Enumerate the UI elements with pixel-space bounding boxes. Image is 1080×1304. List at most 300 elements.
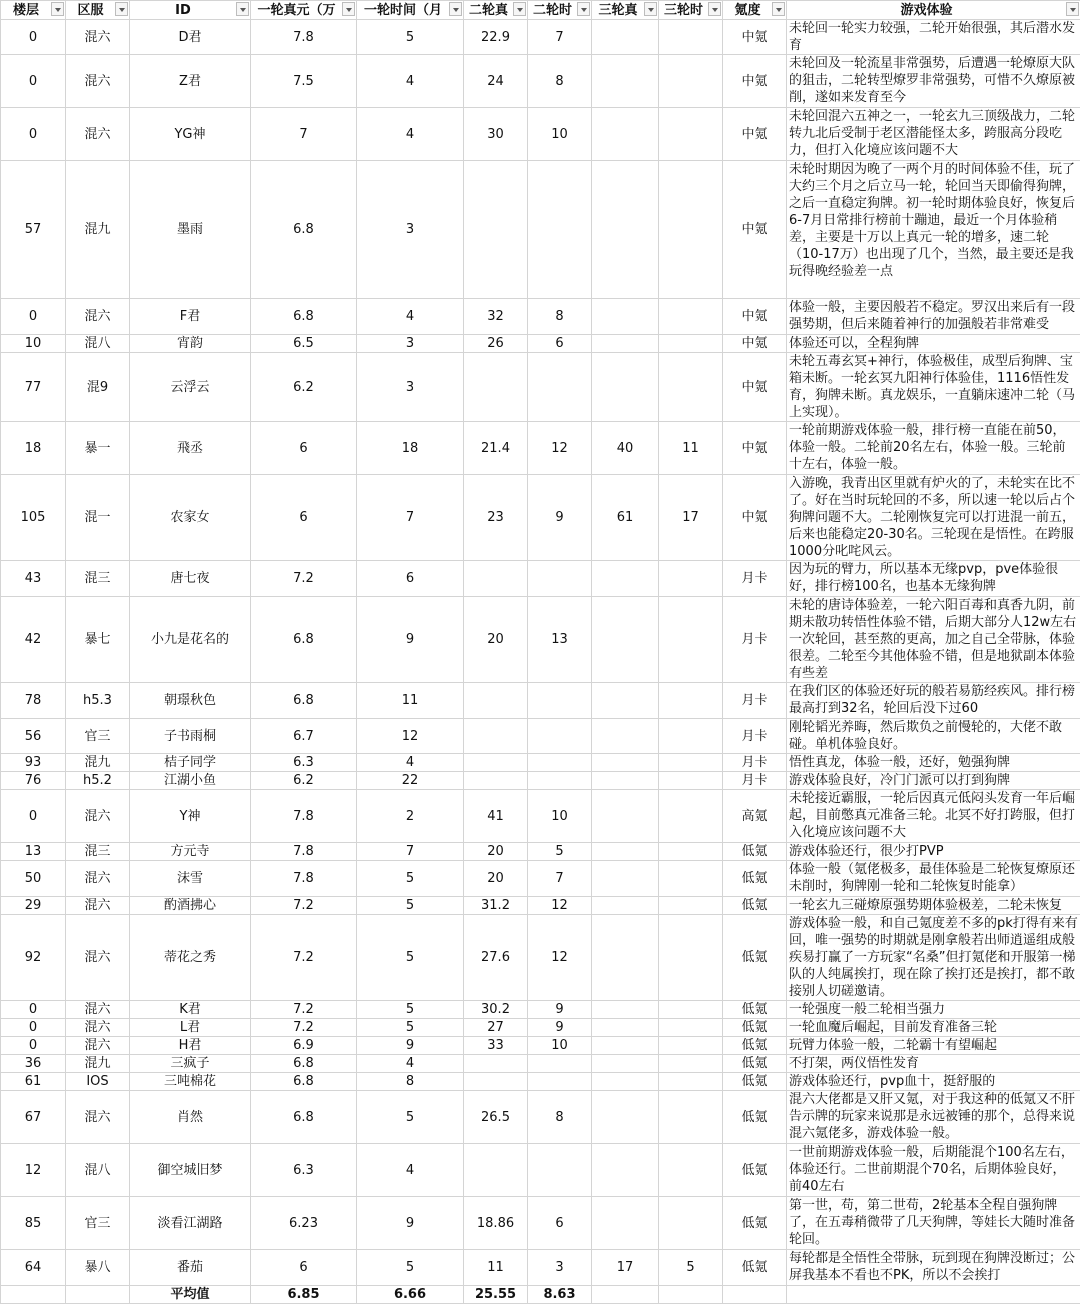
cell-z1[interactable]: 7.2 [251, 561, 357, 597]
cell-id[interactable]: L君 [130, 1019, 251, 1037]
cell-z1[interactable]: 7.2 [251, 897, 357, 915]
cell-z2[interactable]: 26.5 [464, 1091, 528, 1144]
cell-z2[interactable] [464, 161, 528, 299]
cell-t1[interactable]: 4 [357, 754, 464, 772]
cell-id[interactable]: 沫雪 [130, 861, 251, 897]
cell-z1[interactable]: 7.8 [251, 790, 357, 843]
cell-z1[interactable]: 6 [251, 475, 357, 561]
cell-t2[interactable]: 12 [528, 422, 592, 475]
cell-t1[interactable]: 9 [357, 1037, 464, 1055]
cell-k[interactable]: 中氪 [723, 161, 787, 299]
cell-t1[interactable]: 2 [357, 790, 464, 843]
cell-s[interactable]: h5.2 [66, 772, 130, 790]
cell-t2[interactable] [528, 1144, 592, 1197]
cell-z1[interactable]: 7.2 [251, 1001, 357, 1019]
cell-f[interactable]: 0 [1, 790, 66, 843]
cell-t1[interactable]: 5 [357, 897, 464, 915]
cell-id[interactable]: 小九是花名的 [130, 597, 251, 683]
cell-experience[interactable]: 未轮时期因为晚了一两个月的时间体验不佳，玩了大约三个月之后立马一轮，轮回当天即偷得狗牌，之后一直稳定狗牌。初一轮时期体验良好，恢复后6-7月日常排行榜前十蹦迪，最近一个月体验稍差，主要是十万以上真元一轮的增多，速二轮（10-17万）也出现了几个，当然，最主要还是我玩得晚经验差一点 [787, 161, 1080, 299]
cell-z1[interactable]: 7.8 [251, 20, 357, 55]
cell-k[interactable]: 低氪 [723, 915, 787, 1001]
cell-z2[interactable] [464, 683, 528, 719]
cell-z1[interactable]: 7.2 [251, 1019, 357, 1037]
cell-s[interactable]: 混六 [66, 1001, 130, 1019]
cell-z2[interactable]: 20 [464, 843, 528, 861]
cell-s[interactable]: 官三 [66, 1197, 130, 1250]
cell-z1[interactable]: 6.23 [251, 1197, 357, 1250]
cell-t3[interactable] [659, 1037, 723, 1055]
cell-t3[interactable]: 5 [659, 1250, 723, 1286]
cell-t3[interactable] [659, 561, 723, 597]
cell-t3[interactable] [659, 108, 723, 161]
average-t2[interactable]: 8.63 [528, 1286, 592, 1304]
cell-k[interactable]: 中氪 [723, 299, 787, 335]
cell-experience[interactable]: 游戏体验还行，pvp血十，挺舒服的 [787, 1073, 1080, 1091]
cell-t3[interactable] [659, 1144, 723, 1197]
cell-k[interactable]: 低氪 [723, 861, 787, 897]
cell-k[interactable]: 月卡 [723, 719, 787, 754]
cell-t3[interactable] [659, 1073, 723, 1091]
cell-k[interactable]: 高氪 [723, 790, 787, 843]
cell-f[interactable]: 50 [1, 861, 66, 897]
cell-f[interactable]: 18 [1, 422, 66, 475]
cell-t1[interactable]: 9 [357, 1197, 464, 1250]
cell-z2[interactable]: 18.86 [464, 1197, 528, 1250]
cell-z3[interactable] [592, 843, 659, 861]
cell-id[interactable]: 朝璟秋色 [130, 683, 251, 719]
cell-t2[interactable] [528, 772, 592, 790]
cell-f[interactable]: 85 [1, 1197, 66, 1250]
cell-z2[interactable]: 32 [464, 299, 528, 335]
cell-z2[interactable] [464, 1073, 528, 1091]
cell-s[interactable]: 混一 [66, 475, 130, 561]
cell-z1[interactable]: 7.5 [251, 55, 357, 108]
cell-t3[interactable] [659, 897, 723, 915]
cell-t2[interactable]: 8 [528, 1091, 592, 1144]
cell-z3[interactable] [592, 1019, 659, 1037]
cell-experience[interactable]: 玩臂力体验一般，二轮霸十有望崛起 [787, 1037, 1080, 1055]
cell-experience[interactable]: 入游晚，我青出区里就有炉火的了，未轮实在比不了。好在当时玩轮回的不多，所以速一轮以后占个狗牌问题不大。二轮刚恢复完可以打进混一前五，后来也能稳定20-30名。三轮现在是悟性。在跨服1000分叱咤风云。 [787, 475, 1080, 561]
cell-t3[interactable] [659, 772, 723, 790]
cell-z2[interactable]: 30.2 [464, 1001, 528, 1019]
cell-z2[interactable]: 11 [464, 1250, 528, 1286]
cell-z1[interactable]: 6.8 [251, 683, 357, 719]
cell-f[interactable]: 43 [1, 561, 66, 597]
cell-experience[interactable]: 一轮血魔后崛起，目前发育准备三轮 [787, 1019, 1080, 1037]
cell-t3[interactable] [659, 1019, 723, 1037]
cell-t2[interactable]: 7 [528, 861, 592, 897]
cell-f[interactable]: 0 [1, 108, 66, 161]
cell-k[interactable]: 低氪 [723, 897, 787, 915]
cell-t1[interactable]: 5 [357, 1001, 464, 1019]
cell-s[interactable]: 混六 [66, 55, 130, 108]
cell-z2[interactable]: 27 [464, 1019, 528, 1037]
cell-experience[interactable]: 在我们区的体验还好玩的般若易筋经疾风。排行榜最高打到32名，轮回后没下过60 [787, 683, 1080, 719]
cell-k[interactable]: 低氪 [723, 1037, 787, 1055]
cell-k[interactable]: 月卡 [723, 683, 787, 719]
cell-k[interactable]: 中氪 [723, 353, 787, 422]
cell-experience[interactable]: 游戏体验良好，冷门门派可以打到狗牌 [787, 772, 1080, 790]
average-empty-cell[interactable] [659, 1286, 723, 1304]
cell-z3[interactable] [592, 161, 659, 299]
cell-z1[interactable]: 6.2 [251, 353, 357, 422]
filter-dropdown-icon[interactable] [1066, 2, 1079, 16]
cell-z3[interactable] [592, 299, 659, 335]
cell-f[interactable]: 12 [1, 1144, 66, 1197]
cell-f[interactable]: 0 [1, 299, 66, 335]
cell-t1[interactable]: 3 [357, 161, 464, 299]
cell-experience[interactable]: 不打架，两仪悟性发育 [787, 1055, 1080, 1073]
cell-t1[interactable]: 3 [357, 353, 464, 422]
cell-id[interactable]: H君 [130, 1037, 251, 1055]
cell-t1[interactable]: 18 [357, 422, 464, 475]
filter-dropdown-icon[interactable] [577, 2, 590, 16]
cell-s[interactable]: h5.3 [66, 683, 130, 719]
cell-t3[interactable] [659, 353, 723, 422]
cell-t1[interactable]: 7 [357, 475, 464, 561]
cell-t1[interactable]: 11 [357, 683, 464, 719]
cell-z2[interactable] [464, 1055, 528, 1073]
cell-f[interactable]: 78 [1, 683, 66, 719]
cell-t3[interactable] [659, 55, 723, 108]
cell-id[interactable]: 飛丞 [130, 422, 251, 475]
average-empty-cell[interactable] [592, 1286, 659, 1304]
cell-k[interactable]: 低氪 [723, 1250, 787, 1286]
cell-z1[interactable]: 7.8 [251, 861, 357, 897]
cell-experience[interactable]: 一轮玄九三碰燎原强势期体验极差，二轮未恢复 [787, 897, 1080, 915]
cell-s[interactable]: 暴八 [66, 1250, 130, 1286]
cell-s[interactable]: 混六 [66, 299, 130, 335]
cell-t1[interactable]: 4 [357, 299, 464, 335]
cell-t2[interactable]: 10 [528, 1037, 592, 1055]
cell-t1[interactable]: 6 [357, 561, 464, 597]
cell-z3[interactable] [592, 754, 659, 772]
cell-id[interactable]: 子书雨桐 [130, 719, 251, 754]
average-z2[interactable]: 25.55 [464, 1286, 528, 1304]
cell-t2[interactable]: 5 [528, 843, 592, 861]
cell-z1[interactable]: 7.8 [251, 843, 357, 861]
cell-id[interactable]: 方元寺 [130, 843, 251, 861]
cell-id[interactable]: Y神 [130, 790, 251, 843]
cell-experience[interactable]: 因为玩的臂力，所以基本无缘pvp，pve体验很好，排行榜100名，也基本无缘狗牌 [787, 561, 1080, 597]
cell-z2[interactable]: 30 [464, 108, 528, 161]
cell-id[interactable]: K君 [130, 1001, 251, 1019]
cell-z3[interactable] [592, 1091, 659, 1144]
cell-f[interactable]: 36 [1, 1055, 66, 1073]
cell-t2[interactable]: 10 [528, 108, 592, 161]
cell-s[interactable]: 混八 [66, 1144, 130, 1197]
cell-z3[interactable] [592, 897, 659, 915]
cell-f[interactable]: 57 [1, 161, 66, 299]
cell-z1[interactable]: 6.3 [251, 1144, 357, 1197]
average-t1[interactable]: 6.66 [357, 1286, 464, 1304]
cell-experience[interactable]: 体验还可以，全程狗牌 [787, 335, 1080, 353]
cell-t3[interactable] [659, 1001, 723, 1019]
cell-f[interactable]: 29 [1, 897, 66, 915]
average-empty-cell[interactable] [1, 1286, 66, 1304]
cell-z2[interactable]: 23 [464, 475, 528, 561]
cell-t3[interactable] [659, 335, 723, 353]
cell-k[interactable]: 月卡 [723, 754, 787, 772]
cell-z2[interactable]: 20 [464, 861, 528, 897]
cell-z1[interactable]: 6.8 [251, 299, 357, 335]
cell-t3[interactable] [659, 915, 723, 1001]
cell-t2[interactable]: 10 [528, 790, 592, 843]
cell-f[interactable]: 67 [1, 1091, 66, 1144]
cell-z2[interactable]: 31.2 [464, 897, 528, 915]
cell-k[interactable]: 中氪 [723, 108, 787, 161]
cell-t1[interactable]: 5 [357, 861, 464, 897]
cell-t2[interactable]: 13 [528, 597, 592, 683]
cell-experience[interactable]: 未轮回混六五神之一，一轮玄九三顶级战力，二轮转九北后受制于老区潜能怪太多，跨服高分段吃力，但打入化境应该问题不大 [787, 108, 1080, 161]
cell-t1[interactable]: 5 [357, 1250, 464, 1286]
cell-experience[interactable]: 体验一般，主要因般若不稳定。罗汉出来后有一段强势期，但后来随着神行的加强般若非常难受 [787, 299, 1080, 335]
cell-t1[interactable]: 4 [357, 108, 464, 161]
cell-t3[interactable] [659, 683, 723, 719]
cell-z3[interactable] [592, 1144, 659, 1197]
cell-experience[interactable]: 一轮前期游戏体验一般，排行榜一直能在前50，体验一般。二轮前20名左右，体验一般。三轮前十左右，体验一般。 [787, 422, 1080, 475]
cell-t2[interactable]: 12 [528, 915, 592, 1001]
cell-z2[interactable] [464, 1144, 528, 1197]
cell-id[interactable]: 番茄 [130, 1250, 251, 1286]
cell-t1[interactable]: 5 [357, 20, 464, 55]
cell-experience[interactable]: 一轮强度一般二轮相当强力 [787, 1001, 1080, 1019]
cell-id[interactable]: 御空城旧梦 [130, 1144, 251, 1197]
cell-f[interactable]: 92 [1, 915, 66, 1001]
cell-t3[interactable] [659, 754, 723, 772]
filter-dropdown-icon[interactable] [51, 2, 64, 16]
cell-t2[interactable] [528, 719, 592, 754]
average-z1[interactable]: 6.85 [251, 1286, 357, 1304]
cell-k[interactable]: 低氪 [723, 1001, 787, 1019]
cell-k[interactable]: 低氪 [723, 1055, 787, 1073]
cell-z3[interactable]: 61 [592, 475, 659, 561]
cell-f[interactable]: 0 [1, 1019, 66, 1037]
cell-s[interactable]: 官三 [66, 719, 130, 754]
cell-z1[interactable]: 7 [251, 108, 357, 161]
cell-t2[interactable]: 8 [528, 55, 592, 108]
cell-t3[interactable] [659, 790, 723, 843]
filter-dropdown-icon[interactable] [708, 2, 721, 16]
cell-f[interactable]: 0 [1, 1037, 66, 1055]
cell-t2[interactable]: 7 [528, 20, 592, 55]
cell-s[interactable]: 混六 [66, 108, 130, 161]
cell-f[interactable]: 105 [1, 475, 66, 561]
cell-t1[interactable]: 7 [357, 843, 464, 861]
cell-k[interactable]: 中氪 [723, 55, 787, 108]
filter-dropdown-icon[interactable] [513, 2, 526, 16]
cell-experience[interactable]: 体验一般（氪佬极多，最佳体验是二轮恢复燎原还未削时，狗牌刚一轮和二轮恢复时能拿） [787, 861, 1080, 897]
cell-t1[interactable]: 4 [357, 55, 464, 108]
cell-t1[interactable]: 5 [357, 915, 464, 1001]
cell-f[interactable]: 10 [1, 335, 66, 353]
cell-f[interactable]: 64 [1, 1250, 66, 1286]
cell-f[interactable]: 56 [1, 719, 66, 754]
cell-z3[interactable] [592, 1037, 659, 1055]
cell-t3[interactable] [659, 1055, 723, 1073]
cell-z3[interactable] [592, 683, 659, 719]
cell-f[interactable]: 42 [1, 597, 66, 683]
cell-t2[interactable]: 6 [528, 1197, 592, 1250]
cell-z2[interactable] [464, 772, 528, 790]
cell-s[interactable]: 混三 [66, 843, 130, 861]
cell-z3[interactable] [592, 353, 659, 422]
filter-dropdown-icon[interactable] [236, 2, 249, 16]
cell-experience[interactable]: 未轮五毒玄冥+神行，体验极佳，成型后狗牌、宝箱未断。一轮玄冥九阳神行体验佳，1116悟性发育，狗牌未断。真龙娱乐，一直躺床速冲二轮（马上实现）。 [787, 353, 1080, 422]
cell-t2[interactable]: 9 [528, 475, 592, 561]
cell-k[interactable]: 中氪 [723, 422, 787, 475]
cell-z2[interactable]: 27.6 [464, 915, 528, 1001]
cell-id[interactable]: F君 [130, 299, 251, 335]
cell-z2[interactable]: 26 [464, 335, 528, 353]
cell-t2[interactable] [528, 353, 592, 422]
cell-z3[interactable]: 40 [592, 422, 659, 475]
cell-t1[interactable]: 5 [357, 1091, 464, 1144]
cell-id[interactable]: 桔子同学 [130, 754, 251, 772]
cell-z3[interactable] [592, 597, 659, 683]
cell-experience[interactable]: 一世前期游戏体验一般，后期能混个100名左右，体验还行。二世前期混个70名，后期体验良好，前40左右 [787, 1144, 1080, 1197]
cell-f[interactable]: 93 [1, 754, 66, 772]
cell-t2[interactable]: 8 [528, 299, 592, 335]
cell-s[interactable]: 混六 [66, 1091, 130, 1144]
cell-t3[interactable] [659, 20, 723, 55]
cell-t3[interactable] [659, 719, 723, 754]
cell-z1[interactable]: 6.3 [251, 754, 357, 772]
cell-z1[interactable]: 7.2 [251, 915, 357, 1001]
cell-z3[interactable] [592, 20, 659, 55]
cell-experience[interactable]: 未轮回及一轮流星非常强势，后遭遇一轮燎原大队的狙击，二轮转型燎罗非常强势，可惜不久燎原被削，遂如来发育至今 [787, 55, 1080, 108]
cell-id[interactable]: 云浮云 [130, 353, 251, 422]
cell-t1[interactable]: 4 [357, 1055, 464, 1073]
cell-k[interactable]: 低氪 [723, 1144, 787, 1197]
cell-id[interactable]: 江湖小鱼 [130, 772, 251, 790]
cell-z1[interactable]: 6.2 [251, 772, 357, 790]
cell-t1[interactable]: 22 [357, 772, 464, 790]
cell-k[interactable]: 月卡 [723, 597, 787, 683]
cell-experience[interactable]: 悟性真龙，体验一般，还好，勉强狗牌 [787, 754, 1080, 772]
cell-s[interactable]: 混三 [66, 561, 130, 597]
cell-z1[interactable]: 6.9 [251, 1037, 357, 1055]
average-empty-cell[interactable] [723, 1286, 787, 1304]
cell-k[interactable]: 中氪 [723, 475, 787, 561]
cell-t2[interactable] [528, 161, 592, 299]
cell-id[interactable]: 唐七夜 [130, 561, 251, 597]
cell-t2[interactable] [528, 754, 592, 772]
cell-z1[interactable]: 6 [251, 1250, 357, 1286]
cell-k[interactable]: 月卡 [723, 561, 787, 597]
cell-z3[interactable] [592, 55, 659, 108]
average-label[interactable]: 平均值 [130, 1286, 251, 1304]
cell-z2[interactable] [464, 353, 528, 422]
cell-id[interactable]: YG神 [130, 108, 251, 161]
cell-f[interactable]: 76 [1, 772, 66, 790]
cell-z1[interactable]: 6.8 [251, 1073, 357, 1091]
cell-z1[interactable]: 6 [251, 422, 357, 475]
cell-s[interactable]: 混八 [66, 335, 130, 353]
cell-t2[interactable]: 6 [528, 335, 592, 353]
cell-k[interactable]: 中氪 [723, 335, 787, 353]
cell-t3[interactable] [659, 597, 723, 683]
cell-z3[interactable] [592, 861, 659, 897]
cell-t2[interactable]: 9 [528, 1019, 592, 1037]
cell-t3[interactable] [659, 161, 723, 299]
cell-f[interactable]: 0 [1, 1001, 66, 1019]
cell-s[interactable]: 混六 [66, 1019, 130, 1037]
filter-dropdown-icon[interactable] [644, 2, 657, 16]
cell-z3[interactable] [592, 108, 659, 161]
cell-z2[interactable] [464, 561, 528, 597]
cell-t1[interactable]: 5 [357, 1019, 464, 1037]
cell-experience[interactable]: 混六大佬都是又肝又氪，对于我这种的低氪又不肝告示牌的玩家来说那是永远被锤的那个，总得来说混六氪佬多，游戏体验一般。 [787, 1091, 1080, 1144]
cell-s[interactable]: 混九 [66, 161, 130, 299]
cell-z3[interactable] [592, 561, 659, 597]
cell-t2[interactable]: 9 [528, 1001, 592, 1019]
cell-s[interactable]: 混六 [66, 861, 130, 897]
cell-z1[interactable]: 6.5 [251, 335, 357, 353]
cell-z3[interactable]: 17 [592, 1250, 659, 1286]
cell-experience[interactable]: 未轮的唐诗体验差，一轮六阳百毒和真香九阴，前期未散功转悟性体验不错，后期大部分人12w左右一次轮回，甚至熬的更高，加之自己全带脉，体验很差。二轮至今其他体验不错，但是地狱副本体验有些差 [787, 597, 1080, 683]
cell-t2[interactable] [528, 1055, 592, 1073]
cell-k[interactable]: 月卡 [723, 772, 787, 790]
cell-k[interactable]: 低氪 [723, 843, 787, 861]
cell-experience[interactable]: 每轮都是全悟性全带脉，玩到现在狗牌没断过；公屏我基本不看也不PK，所以不会挨打 [787, 1250, 1080, 1286]
cell-t3[interactable]: 17 [659, 475, 723, 561]
cell-z1[interactable]: 6.8 [251, 597, 357, 683]
filter-dropdown-icon[interactable] [115, 2, 128, 16]
cell-t2[interactable] [528, 1073, 592, 1091]
cell-s[interactable]: IOS [66, 1073, 130, 1091]
cell-k[interactable]: 低氪 [723, 1091, 787, 1144]
cell-z2[interactable]: 24 [464, 55, 528, 108]
cell-id[interactable]: Z君 [130, 55, 251, 108]
cell-z3[interactable] [592, 790, 659, 843]
cell-f[interactable]: 0 [1, 55, 66, 108]
cell-s[interactable]: 暴七 [66, 597, 130, 683]
cell-z3[interactable] [592, 1073, 659, 1091]
average-empty-cell[interactable] [66, 1286, 130, 1304]
cell-z2[interactable]: 20 [464, 597, 528, 683]
cell-id[interactable]: 墨雨 [130, 161, 251, 299]
cell-z1[interactable]: 6.7 [251, 719, 357, 754]
cell-id[interactable]: 蒂花之秀 [130, 915, 251, 1001]
filter-dropdown-icon[interactable] [772, 2, 785, 16]
cell-experience[interactable]: 第一世，苟，第二世苟，2轮基本全程自强狗牌了，在五毒稍微带了几天狗牌，等娃长大随时准备轮回。 [787, 1197, 1080, 1250]
cell-experience[interactable]: 游戏体验还行，很少打PVP [787, 843, 1080, 861]
cell-id[interactable]: 宵韵 [130, 335, 251, 353]
cell-id[interactable]: 农家女 [130, 475, 251, 561]
cell-s[interactable]: 混六 [66, 20, 130, 55]
cell-s[interactable]: 混九 [66, 754, 130, 772]
cell-t1[interactable]: 12 [357, 719, 464, 754]
cell-s[interactable]: 混六 [66, 915, 130, 1001]
cell-f[interactable]: 13 [1, 843, 66, 861]
cell-z2[interactable] [464, 754, 528, 772]
cell-t3[interactable] [659, 861, 723, 897]
cell-t1[interactable]: 8 [357, 1073, 464, 1091]
cell-z3[interactable] [592, 335, 659, 353]
cell-s[interactable]: 混9 [66, 353, 130, 422]
cell-z3[interactable] [592, 772, 659, 790]
cell-z3[interactable] [592, 1001, 659, 1019]
cell-s[interactable]: 混六 [66, 1037, 130, 1055]
cell-k[interactable]: 低氪 [723, 1019, 787, 1037]
cell-experience[interactable]: 游戏体验一般，和自己氪度差不多的pk打得有来有回，唯一强势的时期就是刚拿般若出师逍遥组成般疾易打赢了一方玩家“名桑”但打氪佬和开服第一梯队的人纯属挨打，现在除了挨打还是挨打，都不敢接别人切磋邀请。 [787, 915, 1080, 1001]
cell-t1[interactable]: 3 [357, 335, 464, 353]
cell-z1[interactable]: 6.8 [251, 161, 357, 299]
cell-z2[interactable]: 21.4 [464, 422, 528, 475]
cell-z3[interactable] [592, 915, 659, 1001]
cell-t3[interactable] [659, 1091, 723, 1144]
